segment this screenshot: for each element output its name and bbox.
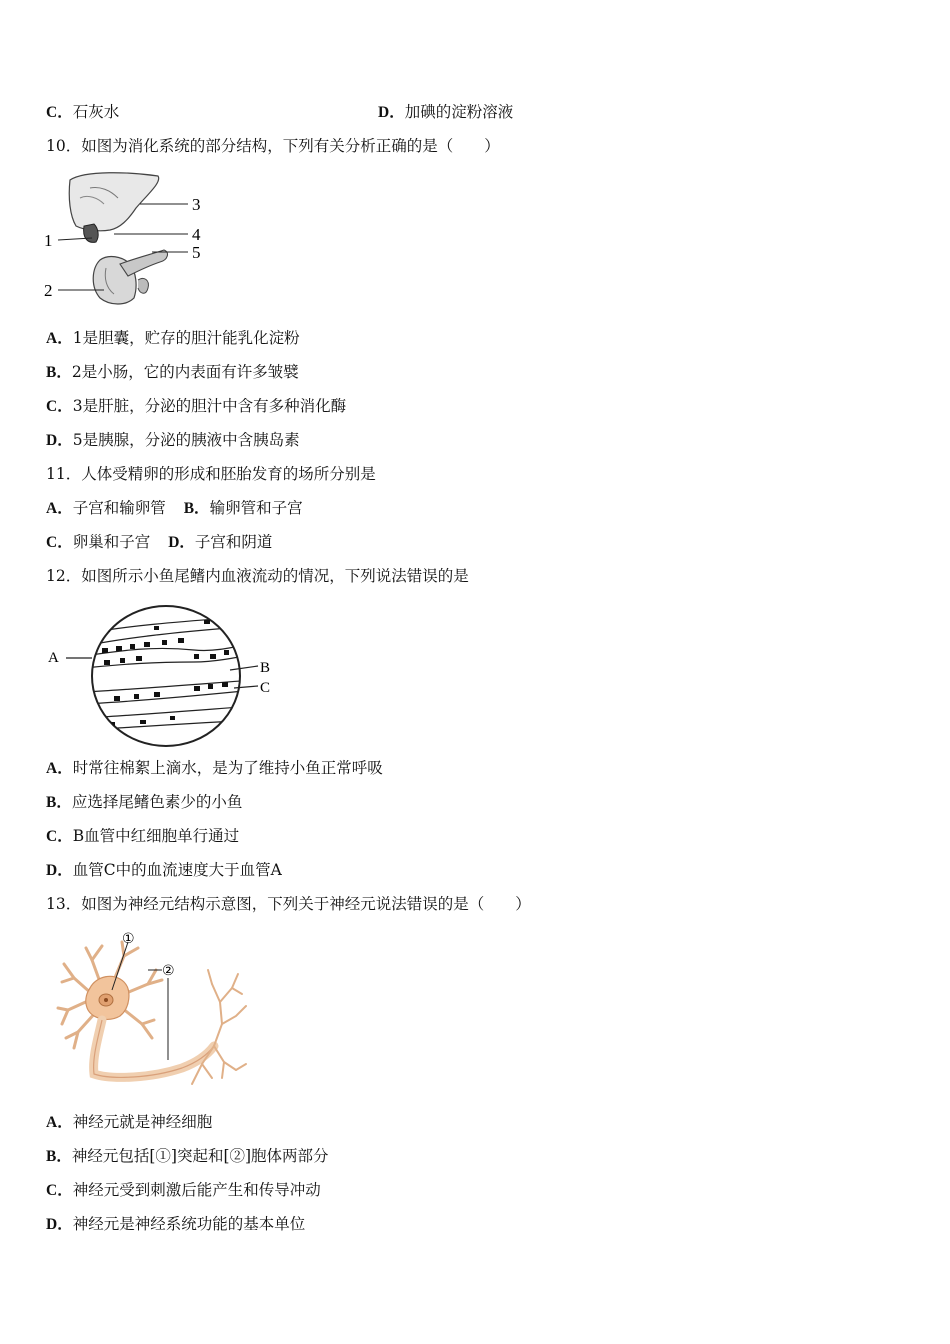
q10-option-a [46, 328, 300, 349]
option-letter: B． [183, 500, 210, 517]
option-text: 神经元是神经系统功能的基本单位 [72, 1215, 306, 1233]
option-letter: D． [378, 104, 405, 121]
option-letter: A． [46, 1114, 73, 1131]
q9-option-c [46, 102, 119, 123]
option-letter: C． [46, 398, 73, 415]
option-letter: D． [46, 1216, 73, 1233]
label-circled-1: ① [122, 931, 135, 947]
q13-stem: 13．如图为神经元结构示意图，下列关于神经元说法错误的是（ ） [46, 895, 531, 913]
option-letter: C． [46, 534, 73, 551]
neuron-drawing [52, 928, 252, 1094]
label-circled-2: ② [162, 963, 175, 979]
option-text: 2是小肠，它的内表面有许多皱襞 [71, 363, 299, 381]
label-a: A [48, 650, 59, 666]
option-letter: B． [46, 364, 72, 381]
option-text: 应选择尾鳍色素少的小鱼 [71, 793, 243, 811]
q13-option-c [46, 1180, 321, 1201]
q11-options-row-2 [46, 532, 272, 553]
option-letter: B． [46, 794, 72, 811]
option-text: B血管中红细胞单行通过 [72, 827, 240, 845]
q10-option-d [46, 430, 300, 451]
option-text: 1是胆囊，贮存的胆汁能乳化淀粉 [72, 329, 300, 347]
q13-option-b [46, 1146, 329, 1167]
label-b: B [260, 660, 271, 676]
option-letter: D． [46, 862, 73, 879]
q11-stem: 11．人体受精卵的形成和胚胎发育的场所分别是 [46, 465, 376, 483]
option-letter: C． [46, 104, 73, 121]
option-text: 神经元就是神经细胞 [72, 1113, 213, 1131]
q13-option-d [46, 1214, 305, 1235]
option-text: 加碘的淀粉溶液 [404, 103, 514, 121]
option-letter: D． [46, 432, 73, 449]
option-letter: D． [168, 534, 195, 551]
option-text: 3是肝脏，分泌的胆汁中含有多种消化酶 [72, 397, 347, 415]
label-4: 4 [192, 225, 201, 244]
neuron-figure [52, 928, 252, 1094]
q12-option-c [46, 826, 239, 847]
bloodflow-drawing [44, 604, 284, 756]
option-text: 卵巢和子宫 [72, 533, 151, 551]
q10-option-b [46, 362, 299, 383]
option-text: 石灰水 [72, 103, 120, 121]
option-text: 神经元受到刺激后能产生和传导冲动 [72, 1181, 321, 1199]
option-text: 子宫和阴道 [194, 533, 273, 551]
option-text: 子宫和输卵管 [72, 499, 166, 517]
option-letter: B． [46, 1148, 72, 1165]
q11-options-row-1 [46, 498, 303, 519]
label-2: 2 [44, 281, 53, 300]
q12-option-a [46, 758, 383, 779]
fish-tail-bloodflow-figure [44, 604, 284, 756]
q13-option-a [46, 1112, 212, 1133]
label-1: 1 [44, 231, 53, 250]
option-letter: C． [46, 1182, 73, 1199]
q12-stem: 12．如图所示小鱼尾鳍内血液流动的情况，下列说法错误的是 [46, 567, 469, 585]
q9-option-d [378, 102, 513, 123]
option-letter: A． [46, 330, 73, 347]
label-c: C [260, 680, 271, 696]
label-3: 3 [192, 195, 201, 214]
option-text: 神经元包括[①]突起和[②]胞体两部分 [71, 1147, 329, 1165]
q12-option-d [46, 860, 282, 881]
option-letter: A． [46, 760, 73, 777]
option-letter: C． [46, 828, 73, 845]
digestive-system-drawing [40, 168, 220, 310]
option-text: 5是胰腺，分泌的胰液中含胰岛素 [72, 431, 300, 449]
option-text: 血管C中的血流速度大于血管A [72, 861, 282, 879]
option-text: 时常往棉絮上滴水，是为了维持小鱼正常呼吸 [72, 759, 383, 777]
option-letter: A． [46, 500, 73, 517]
label-5: 5 [192, 243, 201, 262]
option-text: 输卵管和子宫 [209, 499, 303, 517]
q10-option-c [46, 396, 346, 417]
q12-option-b [46, 792, 242, 813]
digestive-system-figure [40, 168, 220, 310]
q10-stem: 10．如图为消化系统的部分结构，下列有关分析正确的是（ ） [46, 137, 500, 155]
